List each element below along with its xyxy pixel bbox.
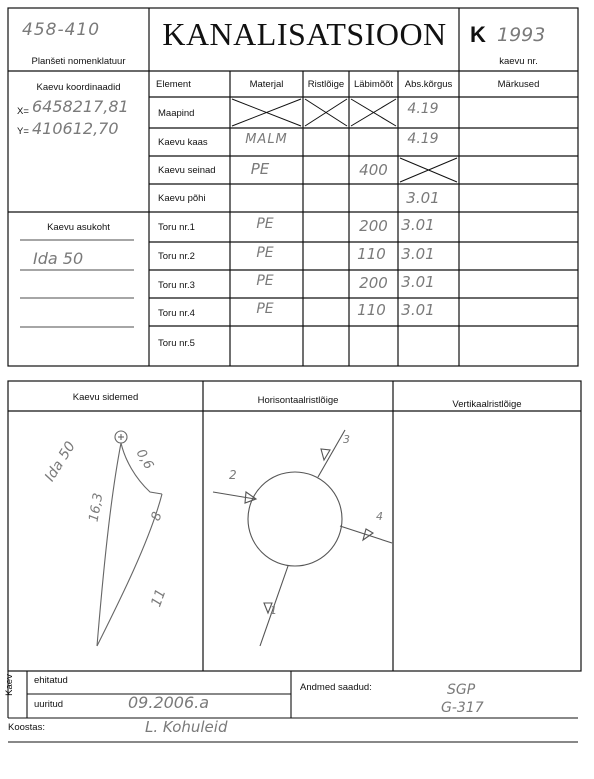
row-material: MALM [245,132,288,147]
coord-y-label: Y= [17,126,29,137]
sketch-dist-4: 11 [148,586,170,610]
data-source-label: Andmed saadud: [300,682,372,693]
sheet-number: 458-410 [22,20,101,40]
row-diameter: 200 [359,217,388,235]
col-diameter: Läbimõõt [353,79,394,90]
row-abs-height: 4.19 [407,101,439,117]
row-abs-height: 4.19 [407,131,439,147]
pipe-label-1: 1 [270,604,277,617]
sketch-dist-2: 16,3 [86,491,107,524]
col-cross-section: Ristlõige [307,79,345,90]
row-abs-height: 3.01 [401,245,435,263]
row-element: Kaevu kaas [158,137,208,148]
row-material: PE [256,301,274,317]
row-diameter: 110 [357,245,386,263]
row-abs-height: 3.01 [401,216,435,234]
well-number-label: kaevu nr. [499,56,538,67]
coord-x-label: X= [17,106,29,117]
data-source-value-1: SGP [447,682,476,698]
row-element: Toru nr.5 [158,338,195,349]
row-element: Toru nr.1 [158,222,195,233]
row-diameter: 400 [359,161,388,179]
ties-heading: Kaevu sidemed [72,392,139,403]
compiled-label: Koostas: [8,722,45,733]
coord-x-value: 6458217,81 [32,97,129,116]
row-material: PE [256,245,274,261]
surveyed-value: 09.2006.a [128,693,210,712]
compiled-value: L. Kohuleid [145,718,228,736]
row-element: Kaevu seinad [158,165,216,176]
row-material: PE [256,216,274,232]
col-material: Materjal [249,79,284,90]
col-element: Element [156,79,191,90]
row-material: PE [256,273,274,289]
well-side-label: Kaev [4,674,15,696]
pipe-label-2: 2 [229,468,237,482]
built-label: ehitatud [34,675,68,686]
row-element: Maapind [158,108,195,119]
location-label: Kaevu asukoht [47,222,110,233]
row-material: PE [250,160,270,178]
sketch-dist-1: 0,6 [132,446,157,473]
vertical-heading: Vertikaalristlõige [452,399,522,410]
coords-label: Kaevu koordinaadid [36,82,121,93]
sketch-dist-3: 8 [148,510,166,523]
row-abs-height: 3.01 [401,273,435,291]
sketch-street: Ida 50 [42,438,79,485]
row-element: Kaevu põhi [158,193,206,204]
row-diameter: 200 [359,274,388,292]
pipe-label-3: 3 [343,433,350,446]
location-value: Ida 50 [33,249,84,268]
row-element: Toru nr.4 [158,308,195,319]
row-abs-height: 3.01 [406,189,440,207]
surveyed-label: uuritud [34,699,64,710]
row-abs-height: 3.01 [401,301,435,319]
horizontal-heading: Horisontaalristlõige [257,395,339,406]
pipe-label-4: 4 [376,510,383,523]
data-source-value-2: G-317 [441,700,484,716]
row-element: Toru nr.3 [158,280,195,291]
row-diameter: 110 [357,301,386,319]
col-abs-height: Abs.kõrgus [404,79,453,90]
page-title: KANALISATSIOON [162,16,447,52]
sheet-label: Planšeti nomenklatuur [31,56,126,67]
col-remarks: Märkused [497,79,540,90]
k-letter: K [470,22,486,47]
row-element: Toru nr.2 [158,251,195,262]
well-number: 1993 [497,24,546,46]
coord-y-value: 410612,70 [32,119,119,138]
